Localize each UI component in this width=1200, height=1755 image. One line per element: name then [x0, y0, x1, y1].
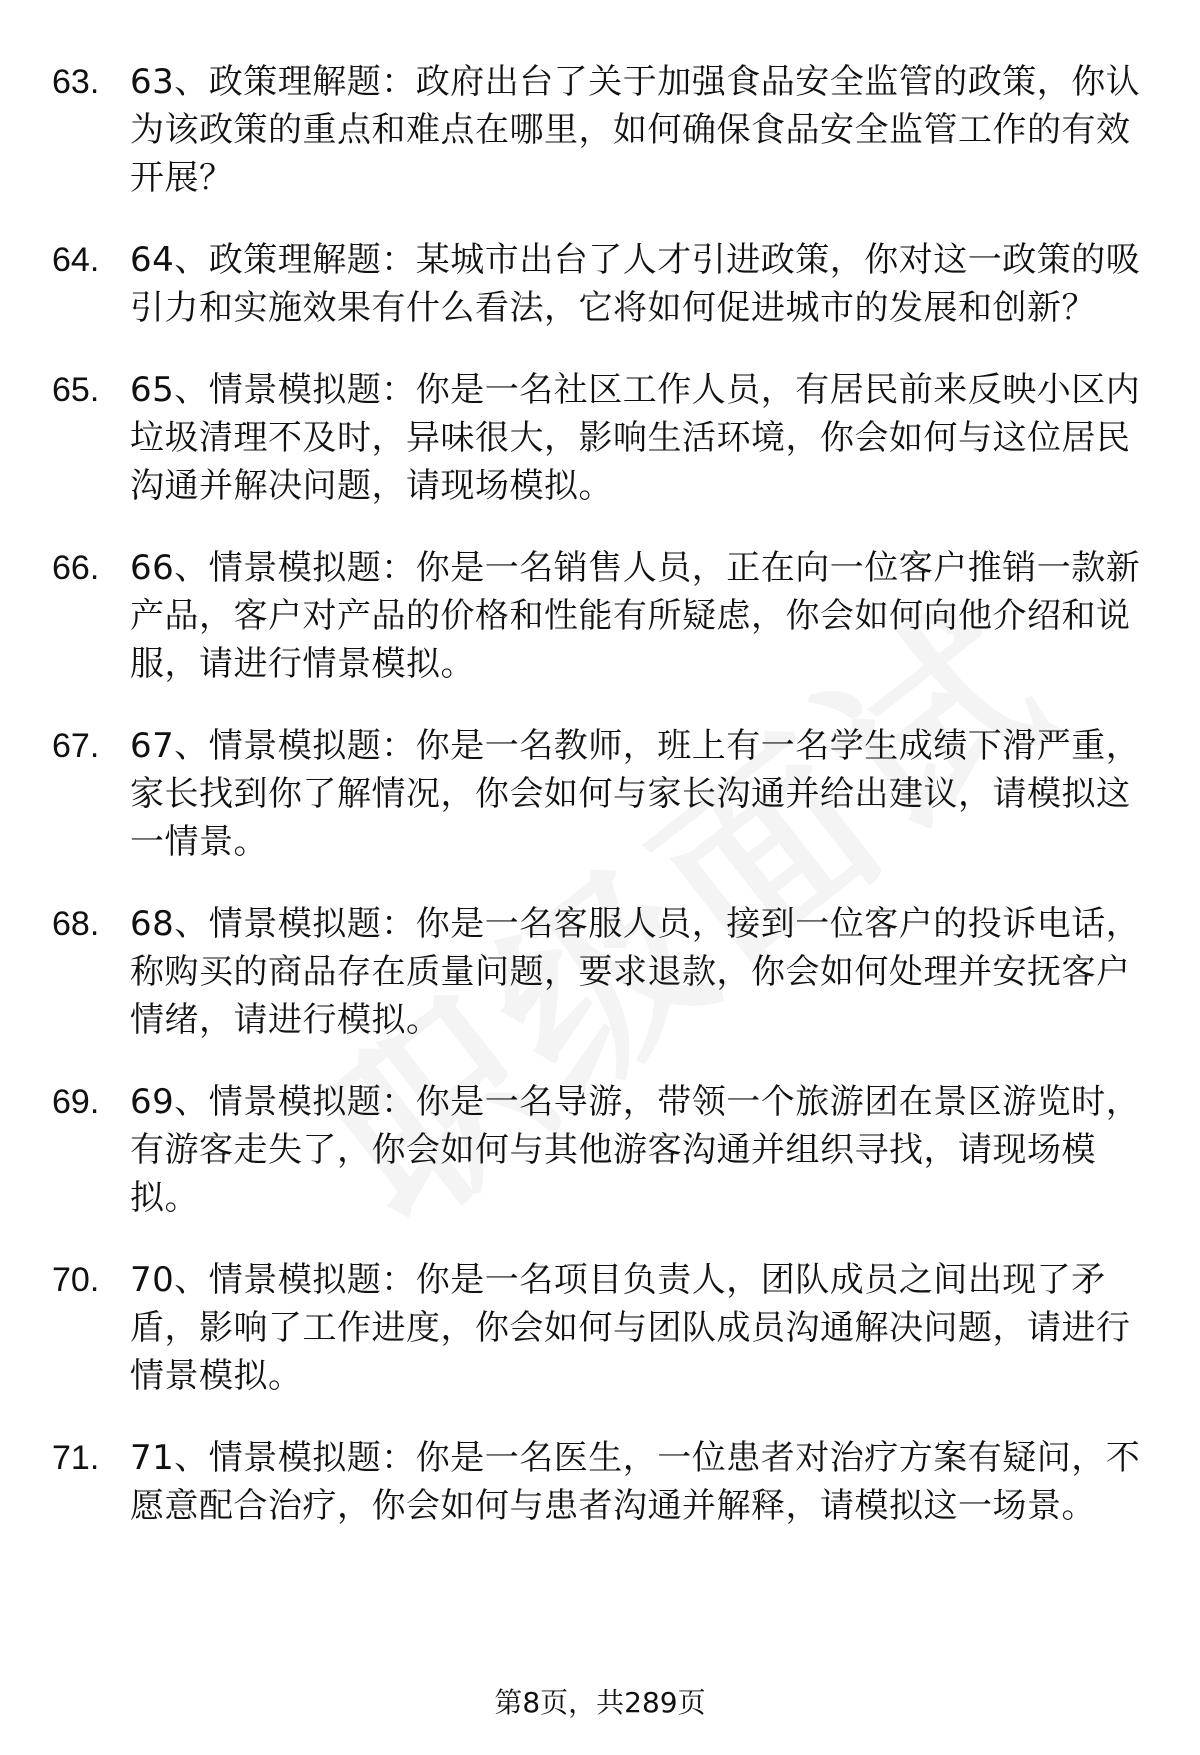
list-item [52, 1078, 1152, 1222]
item-number: 64. [52, 241, 100, 279]
item-text: 71、情景模拟题：你是一名医生，一位患者对治疗方案有疑问，不愿意配合治疗，你会如何与患者沟通并解释，请模拟这一场景。 [130, 1438, 1141, 1526]
item-text: 64、政策理解题：某城市出台了人才引进政策，你对这一政策的吸引力和实施效果有什么看法，它将如何促进城市的发展和创新？ [130, 240, 1141, 328]
question-list [52, 58, 1152, 1564]
item-text: 68、情景模拟题：你是一名客服人员，接到一位客户的投诉电话，称购买的商品存在质量问题，要求退款，你会如何处理并安抚客户情绪，请进行模拟。 [130, 904, 1141, 1040]
list-item [52, 1256, 1152, 1400]
item-number: 70. [52, 1261, 100, 1299]
item-text: 66、情景模拟题：你是一名销售人员，正在向一位客户推销一款新产品，客户对产品的价格和性能有所疑虑，你会如何向他介绍和说服，请进行情景模拟。 [130, 548, 1141, 684]
item-text: 70、情景模拟题：你是一名项目负责人，团队成员之间出现了矛盾，影响了工作进度，你会如何与团队成员沟通解决问题，请进行情景模拟。 [130, 1260, 1131, 1396]
list-item [52, 366, 1152, 510]
item-text: 67、情景模拟题：你是一名教师，班上有一名学生成绩下滑严重，家长找到你了解情况，你会如何与家长沟通并给出建议，请模拟这一情景。 [130, 726, 1141, 862]
item-number: 69. [52, 1083, 100, 1121]
item-number: 66. [52, 549, 100, 587]
item-number: 68. [52, 905, 100, 943]
item-number: 63. [52, 63, 100, 101]
page-footer: 第8页，共289页 [494, 1686, 706, 1719]
list-item [52, 1434, 1152, 1530]
list-item [52, 58, 1152, 202]
list-item [52, 544, 1152, 688]
item-number: 67. [52, 727, 100, 765]
item-text: 65、情景模拟题：你是一名社区工作人员，有居民前来反映小区内垃圾清理不及时，异味很大，影响生活环境，你会如何与这位居民沟通并解决问题，请现场模拟。 [130, 370, 1141, 506]
item-text: 69、情景模拟题：你是一名导游，带领一个旅游团在景区游览时，有游客走失了，你会如何与其他游客沟通并组织寻找，请现场模拟。 [130, 1082, 1141, 1218]
list-item [52, 722, 1152, 866]
list-item [52, 900, 1152, 1044]
item-text: 63、政策理解题：政府出台了关于加强食品安全监管的政策，你认为该政策的重点和难点在哪里，如何确保食品安全监管工作的有效开展？ [130, 62, 1141, 198]
list-item [52, 236, 1152, 332]
item-number: 71. [52, 1439, 100, 1477]
item-number: 65. [52, 371, 100, 409]
